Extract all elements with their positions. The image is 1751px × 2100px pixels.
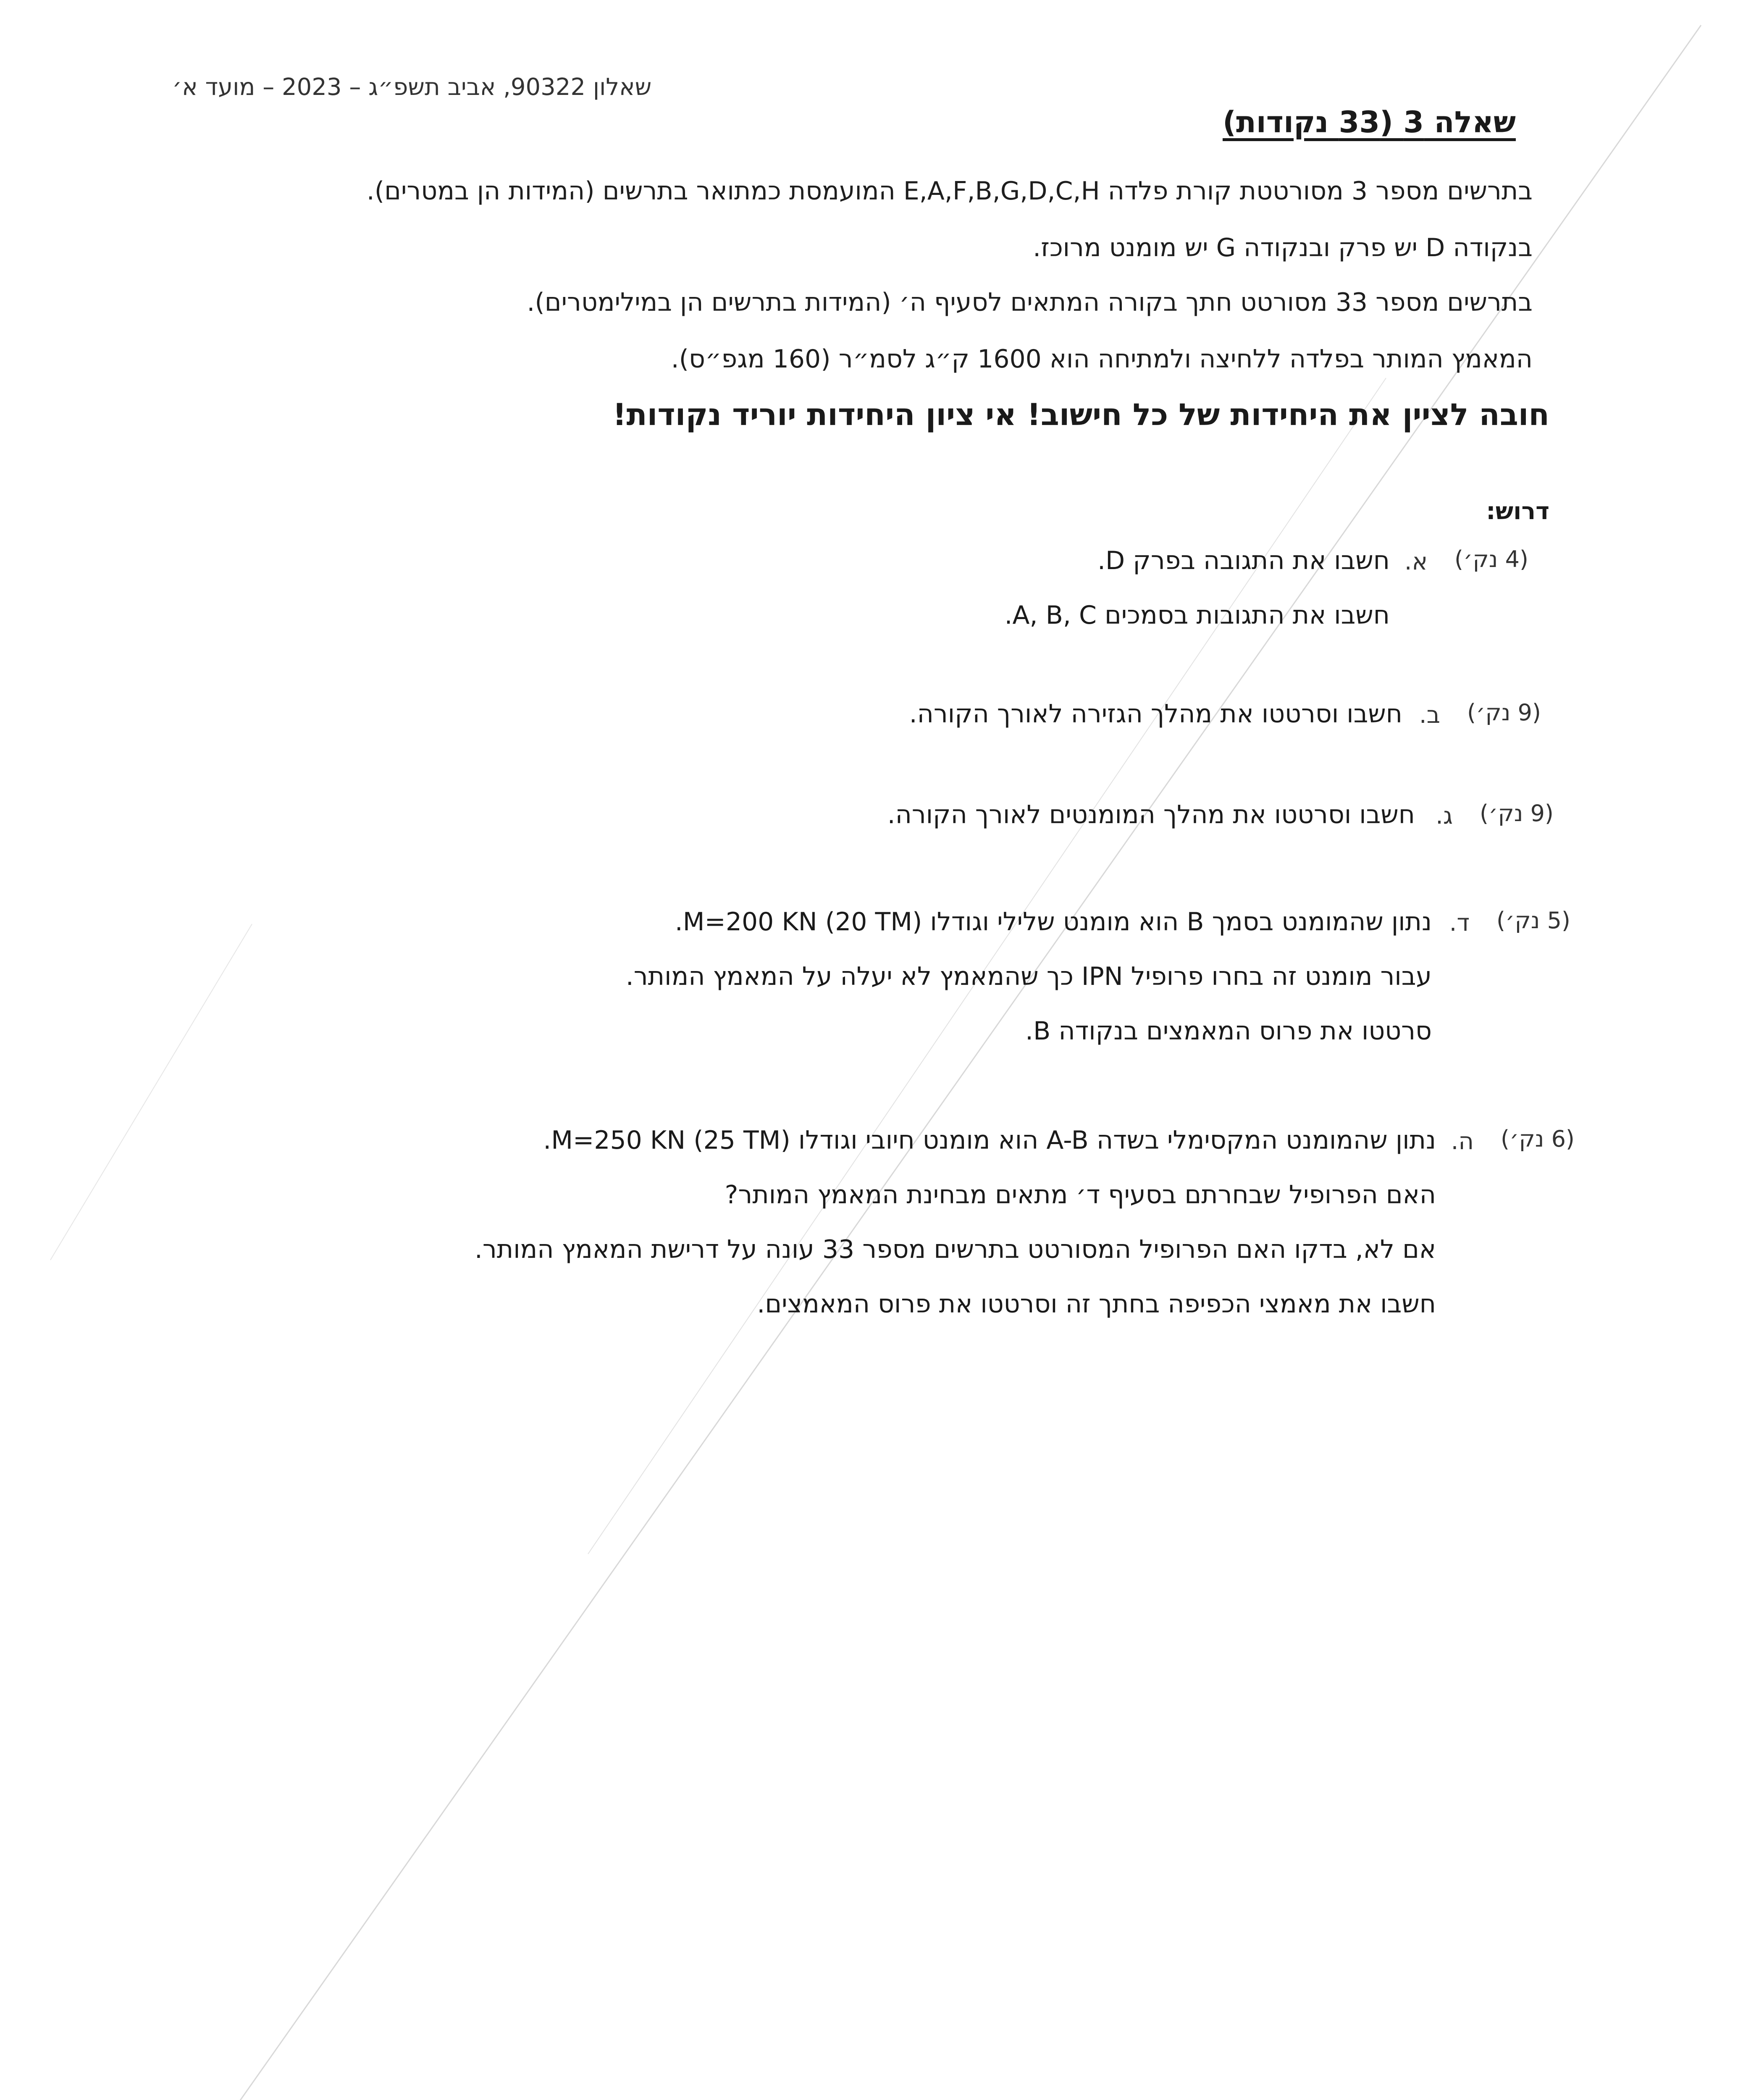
item-line: האם הפרופיל שבחרתם בסעיף ד׳ מתאים מבחינת המאמץ המותר? [725, 1180, 1436, 1210]
item-line: סרטטו את פרוס המאמצים בנקודה B. [1025, 1016, 1432, 1046]
item-points: (9 נק׳) [1479, 800, 1554, 827]
item-points: (6 נק׳) [1500, 1126, 1575, 1152]
intro-line: בתרשים מספר 33 מסורטט חתך בקורה המתאים לסעיף ה׳ (המידות בתרשים הן במילימטרים). [527, 288, 1533, 317]
item-letter: ב. [1419, 701, 1440, 729]
item-line: עבור מומנט זה בחרו פרופיל IPN כך שהמאמץ לא יעלה על המאמץ המותר. [625, 962, 1432, 991]
item-line: חשבו את מאמצי הכפיפה בחתך זה וסרטטו את פרוס המאמצים. [757, 1289, 1436, 1319]
question-title: שאלה 3 (33 נקודות) [1222, 105, 1516, 139]
item-points: (4 נק׳) [1454, 546, 1528, 572]
intro-line: בתרשים מספר 3 מסורטטת קורת פלדה E,A,F,B,G,D,C,H המועמסת כמתואר בתרשים (המידות הן במטרים). [366, 176, 1533, 206]
item-line: חשבו את התגובה בפרק D. [1097, 546, 1390, 575]
intro-line: המאמץ המותר בפלדה ללחיצה ולמתיחה הוא 1600 ק״ג לסמ״ר (160 מגפ״ס). [671, 344, 1533, 374]
item-letter: ג. [1436, 802, 1453, 830]
required-label: דרוש: [1486, 498, 1549, 525]
units-warning: חובה לציין את היחידות של כל חישוב! אי ציון היחידות יוריד נקודות! [612, 397, 1549, 432]
exam-header: שאלון 90322, אביב תשפ״ג – 2023 – מועד א׳ [172, 74, 652, 101]
item-line: חשבו את התגובות בסמכים A, B, C. [1004, 601, 1390, 630]
item-line: נתון שהמומנט בסמך B הוא מומנט שלילי וגודלו M=200 KN (20 TM). [675, 907, 1432, 937]
item-points: (9 נק׳) [1467, 699, 1541, 726]
item-points: (5 נק׳) [1496, 907, 1570, 934]
item-line: חשבו וסרטטו את מהלך המומנטים לאורך הקורה. [887, 800, 1415, 830]
item-line: חשבו וסרטטו את מהלך הגזירה לאורך הקורה. [909, 699, 1402, 729]
item-letter: ה. [1451, 1128, 1474, 1155]
item-line: נתון שהמומנט המקסימלי בשדה A-B הוא מומנט חיובי וגודלו M=250 KN (25 TM). [543, 1126, 1436, 1155]
item-line: אם לא, בדקו האם הפרופיל המסורטט בתרשים מספר 33 עונה על דרישת המאמץ המותר. [474, 1235, 1436, 1264]
item-letter: א. [1404, 548, 1428, 575]
intro-line: בנקודה D יש פרק ובנקודה G יש מומנט מרוכז. [1033, 233, 1533, 262]
item-letter: ד. [1449, 909, 1470, 937]
